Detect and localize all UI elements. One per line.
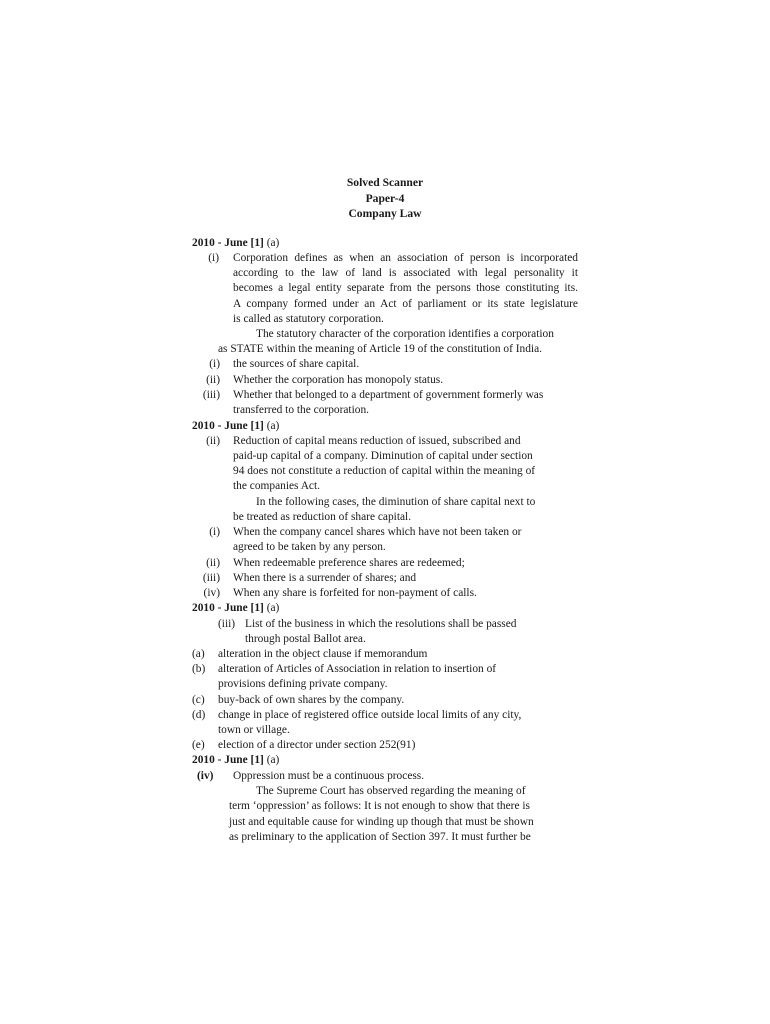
question-number: (i) [208,252,219,264]
paragraph-line: The Supreme Court has observed regarding the meaning of [256,785,526,797]
paragraph-line: is called as statutory corporation. [233,313,384,325]
paragraph-line: In the following cases, the diminution of share capital next to [256,496,536,508]
list-item-number: (iv) [203,587,220,599]
paragraph-line: Reduction of capital means reduction of issued, subscribed and [233,435,521,447]
section-heading-date: 2010 - June [1] [192,602,264,614]
section-heading [192,419,279,434]
section-heading-part: (a) [266,754,280,766]
paragraph-line: 94 does not constitute a reduction of capital within the meaning of [233,465,536,477]
paragraph-line: term ‘oppression’ as follows: It is not enough to show that there is [229,800,530,812]
list-item: When the company cancel shares which have not been taken or [233,526,522,538]
list-item: buy-back of own shares by the company. [218,694,405,706]
section-heading [192,601,279,616]
list-item: Whether that belonged to a department of government formerly was [233,389,544,401]
paragraph-line: the companies Act. [233,480,320,492]
list-item: election of a director under section 252(91) [218,739,416,751]
list-item: When redeemable preference shares are redeemed; [233,557,465,569]
section-heading [192,236,279,251]
list-item-number: (iii) [202,389,220,401]
paragraph-line: Corporation defines as when an association of person is incorporated [233,252,578,264]
header-paper: Paper-4 [365,192,405,205]
list-item-number: (d) [192,709,206,721]
paragraph-line: according to the law of land is associated with legal personality it [233,267,578,279]
section-heading-part: (a) [266,420,280,432]
paragraph-line: List of the business in which the resolutions shall be passed [245,618,517,630]
list-item-number: (ii) [206,374,220,386]
list-item: the sources of share capital. [233,358,360,370]
list-item-number: (c) [192,694,205,706]
list-item-number: (i) [209,358,220,370]
list-item-number: (ii) [206,557,220,569]
paragraph-line: paid-up capital of a company. Diminution of capital under section [233,450,533,462]
paragraph-line: Oppression must be a continuous process. [233,770,425,782]
list-item-number: (iii) [202,572,220,584]
header-title: Solved Scanner [346,176,424,189]
section-heading-date: 2010 - June [1] [192,420,264,432]
section-heading-date: 2010 - June [1] [192,754,264,766]
paragraph-line: through postal Ballot area. [245,633,366,645]
section-heading-date: 2010 - June [1] [192,237,264,249]
list-item: When any share is forfeited for non-payment of calls. [233,587,477,599]
list-item: alteration of Articles of Association in relation to insertion of [218,663,497,675]
paragraph-line: The statutory character of the corporation identifies a corporation [256,328,554,340]
list-item-number: (i) [209,526,220,538]
section-heading [192,753,279,768]
header-subject: Company Law [348,207,422,220]
list-item: change in place of registered office outside local limits of any city, [218,709,522,721]
section-heading-part: (a) [266,602,280,614]
paragraph-line: as preliminary to the application of Section 397. It must further be [229,831,531,843]
list-item: When there is a surrender of shares; and [233,572,417,584]
list-item-number: (b) [192,663,206,675]
list-item: town or village. [218,724,290,736]
list-item: alteration in the object clause if memorandum [218,648,428,660]
paragraph-line: becomes a legal entity separate from the persons those constituting its. [233,282,578,294]
question-number: (ii) [206,435,220,447]
question-number: (iv) [197,770,214,782]
question-number: (iii) [218,618,236,630]
list-item: Whether the corporation has monopoly status. [233,374,444,386]
list-item-number: (a) [192,648,205,660]
list-item: provisions defining private company. [218,678,388,690]
paragraph-line: A company formed under an Act of parliament or its state legislature [233,298,578,310]
paragraph-line: as STATE within the meaning of Article 19 of the constitution of India. [218,343,542,355]
section-heading-part: (a) [266,237,280,249]
list-item: agreed to be taken by any person. [233,541,386,553]
list-item-number: (e) [192,739,205,751]
list-item: transferred to the corporation. [233,404,369,416]
paragraph-line: just and equitable cause for winding up though that must be shown [229,816,534,828]
paragraph-line: be treated as reduction of share capital. [233,511,412,523]
